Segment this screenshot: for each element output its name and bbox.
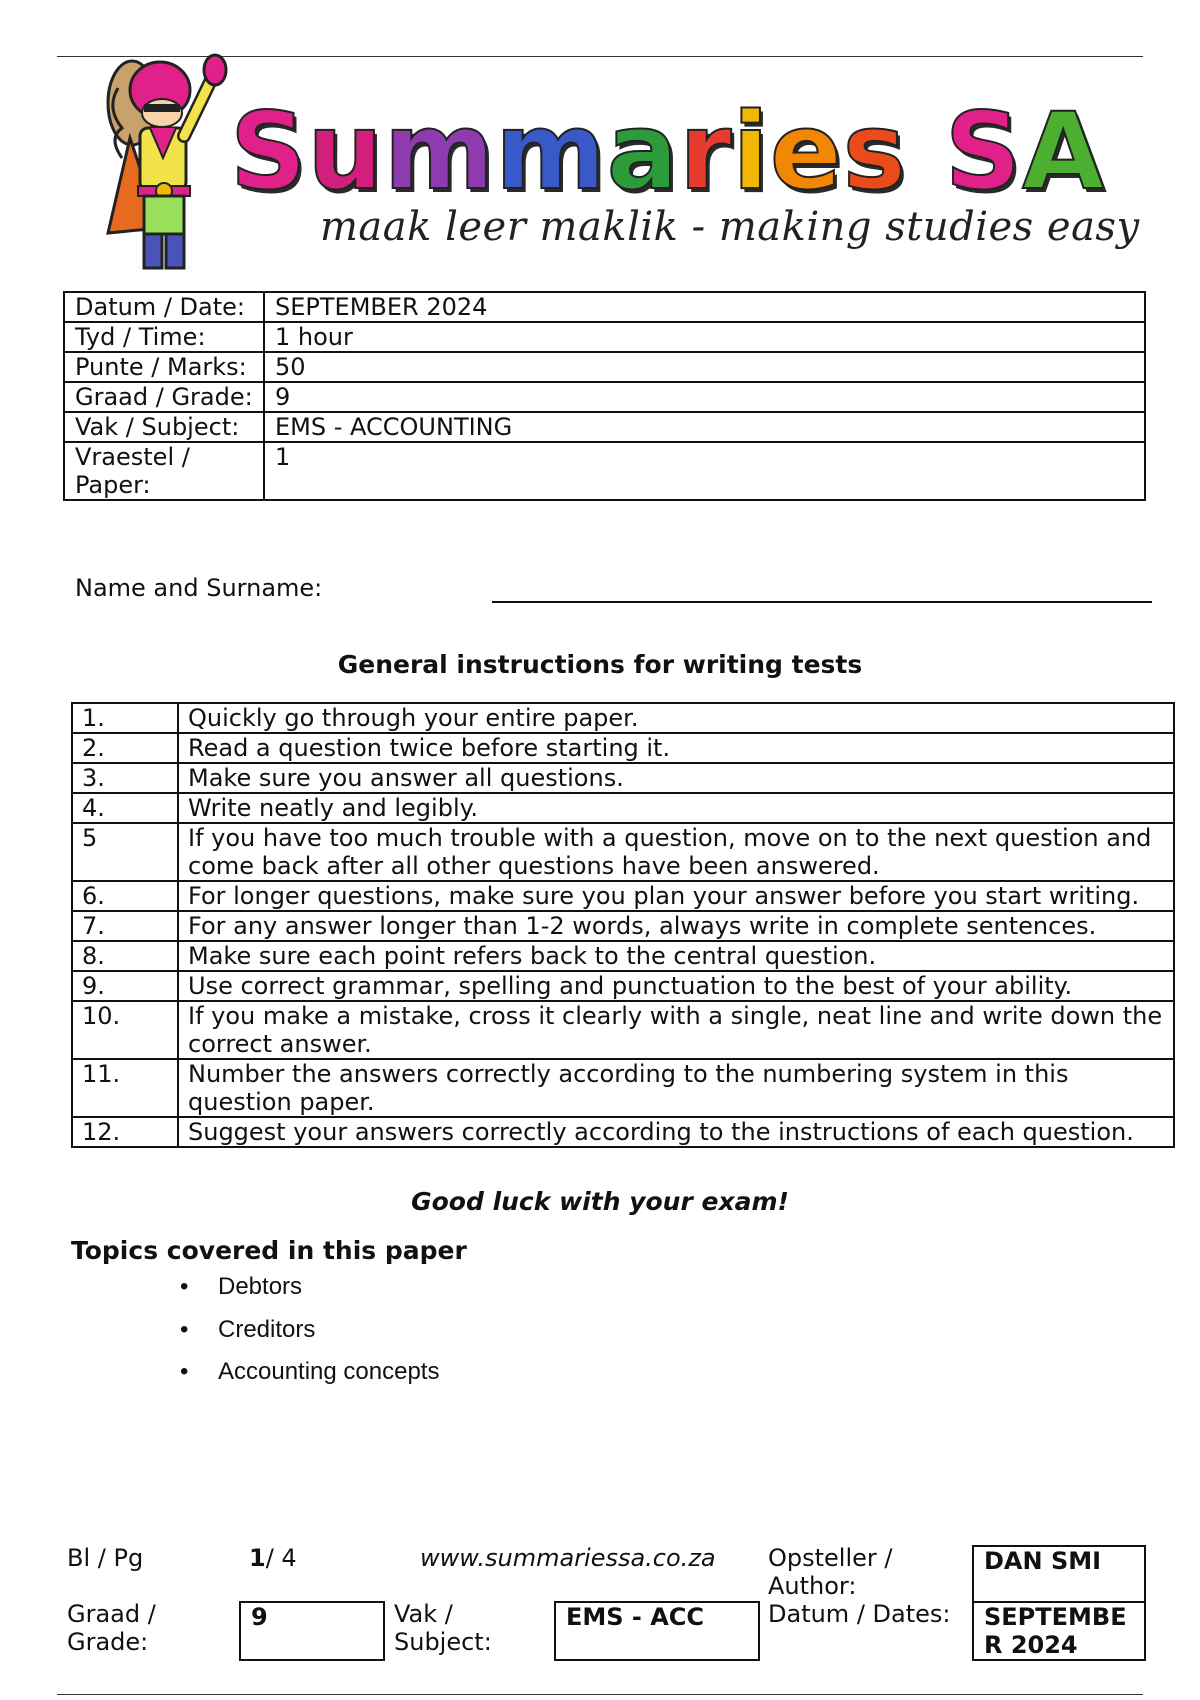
table-row xyxy=(72,971,1174,1001)
instructions-table xyxy=(71,702,1175,1148)
instruction-text: Number the answers correctly according to the numbering system in this question paper. xyxy=(178,1059,1174,1117)
instruction-number: 2. xyxy=(72,733,178,763)
logo-letter xyxy=(907,90,945,213)
instruction-number: 9. xyxy=(72,971,178,1001)
topics-list xyxy=(180,1266,439,1394)
info-value: 1 xyxy=(264,442,1145,500)
instruction-number: 4. xyxy=(72,793,178,823)
footer-subject-box: EMS - ACC xyxy=(554,1601,760,1661)
info-value: 9 xyxy=(264,382,1145,412)
logo-letter: e xyxy=(769,90,843,213)
info-key: Tyd / Time: xyxy=(64,322,264,352)
list-item: • Creditors xyxy=(180,1309,439,1352)
footer-grade-label: Graad / Grade: xyxy=(67,1600,156,1656)
instruction-text: Make sure you answer all questions. xyxy=(178,763,1174,793)
mascot-illustration xyxy=(100,28,230,273)
good-luck-message: Good luck with your exam! xyxy=(411,1187,789,1216)
instruction-text: For any answer longer than 1-2 words, always write in complete sentences. xyxy=(178,911,1174,941)
instruction-text: For longer questions, make sure you plan your answer before you start writing. xyxy=(178,881,1174,911)
footer-grade-box: 9 xyxy=(239,1601,385,1661)
list-item: • Accounting concepts xyxy=(180,1351,439,1394)
info-key: Vak / Subject: xyxy=(64,412,264,442)
footer-page-current: 1 xyxy=(249,1544,266,1572)
footer-page-number xyxy=(249,1544,297,1572)
instruction-number: 11. xyxy=(72,1059,178,1117)
table-row xyxy=(72,1001,1174,1059)
logo-tagline: maak leer maklik - making studies easy xyxy=(320,204,1140,250)
table-row xyxy=(72,911,1174,941)
list-item: • Debtors xyxy=(180,1266,439,1309)
table-row xyxy=(72,941,1174,971)
logo-letter: A xyxy=(1022,90,1106,213)
logo-letter: m xyxy=(495,90,607,213)
table-row xyxy=(72,703,1174,733)
table-row xyxy=(72,763,1174,793)
table-row xyxy=(72,733,1174,763)
info-value: 50 xyxy=(264,352,1145,382)
info-row-paper xyxy=(64,442,1145,500)
footer-author-label: Opsteller / Author: xyxy=(768,1544,893,1600)
logo-letter: r xyxy=(679,90,733,213)
info-value: EMS - ACCOUNTING xyxy=(264,412,1145,442)
footer-page-label: Bl / Pg xyxy=(67,1544,144,1572)
name-surname-label: Name and Surname: xyxy=(75,574,323,602)
footer-website: www.summariessa.co.za xyxy=(420,1544,716,1572)
table-row xyxy=(72,1117,1174,1147)
logo-letter: m xyxy=(383,90,496,213)
logo-wordmark xyxy=(230,90,1105,213)
logo-letter: u xyxy=(307,90,384,213)
info-row-grade xyxy=(64,382,1145,412)
logo-letter: S xyxy=(944,90,1023,213)
instruction-number: 7. xyxy=(72,911,178,941)
instruction-text: Make sure each point refers back to the central question. xyxy=(178,941,1174,971)
logo-letter: S xyxy=(230,90,308,213)
info-row-subject xyxy=(64,412,1145,442)
info-row-date xyxy=(64,292,1145,322)
logo-letter: a xyxy=(606,90,680,213)
footer-page-total: / 4 xyxy=(265,1544,297,1572)
instructions-title: General instructions for writing tests xyxy=(337,650,863,679)
info-value: SEPTEMBER 2024 xyxy=(264,292,1145,322)
info-key: Graad / Grade: xyxy=(64,382,264,412)
name-surname-line[interactable] xyxy=(492,601,1152,603)
table-row xyxy=(72,793,1174,823)
table-row xyxy=(72,1059,1174,1117)
table-row xyxy=(72,881,1174,911)
footer-dates-label: Datum / Dates: xyxy=(768,1600,951,1628)
instruction-number: 8. xyxy=(72,941,178,971)
instruction-text: Read a question twice before starting it. xyxy=(178,733,1174,763)
info-row-marks xyxy=(64,352,1145,382)
footer-author-box: DAN SMI xyxy=(972,1545,1146,1603)
logo-letter: i xyxy=(732,90,770,213)
info-value: 1 hour xyxy=(264,322,1145,352)
instruction-text: Suggest your answers correctly according to the instructions of each question. xyxy=(178,1117,1174,1147)
table-row xyxy=(72,823,1174,881)
instruction-text: Use correct grammar, spelling and punctuation to the best of your ability. xyxy=(178,971,1174,1001)
info-key: Datum / Date: xyxy=(64,292,264,322)
instruction-number: 1. xyxy=(72,703,178,733)
instruction-number: 3. xyxy=(72,763,178,793)
instruction-text: Write neatly and legibly. xyxy=(178,793,1174,823)
info-row-time xyxy=(64,322,1145,352)
instruction-number: 12. xyxy=(72,1117,178,1147)
footer-rule xyxy=(57,1694,1143,1695)
info-key: Punte / Marks: xyxy=(64,352,264,382)
instruction-text: If you make a mistake, cross it clearly with a single, neat line and write down the correct answer. xyxy=(178,1001,1174,1059)
instruction-text: Quickly go through your entire paper. xyxy=(178,703,1174,733)
logo-letter: s xyxy=(842,90,907,213)
summaries-sa-logo xyxy=(100,28,1140,278)
instruction-text: If you have too much trouble with a question, move on to the next question and come back after all other questions have been answered. xyxy=(178,823,1174,881)
instruction-number: 10. xyxy=(72,1001,178,1059)
instruction-number: 5 xyxy=(72,823,178,881)
footer-dates-box: SEPTEMBE R 2024 xyxy=(972,1601,1146,1661)
footer-subject-label: Vak / Subject: xyxy=(394,1600,492,1656)
topics-title: Topics covered in this paper xyxy=(71,1236,467,1265)
instruction-number: 6. xyxy=(72,881,178,911)
info-key: Vraestel / Paper: xyxy=(64,442,264,500)
exam-info-table xyxy=(63,291,1146,501)
